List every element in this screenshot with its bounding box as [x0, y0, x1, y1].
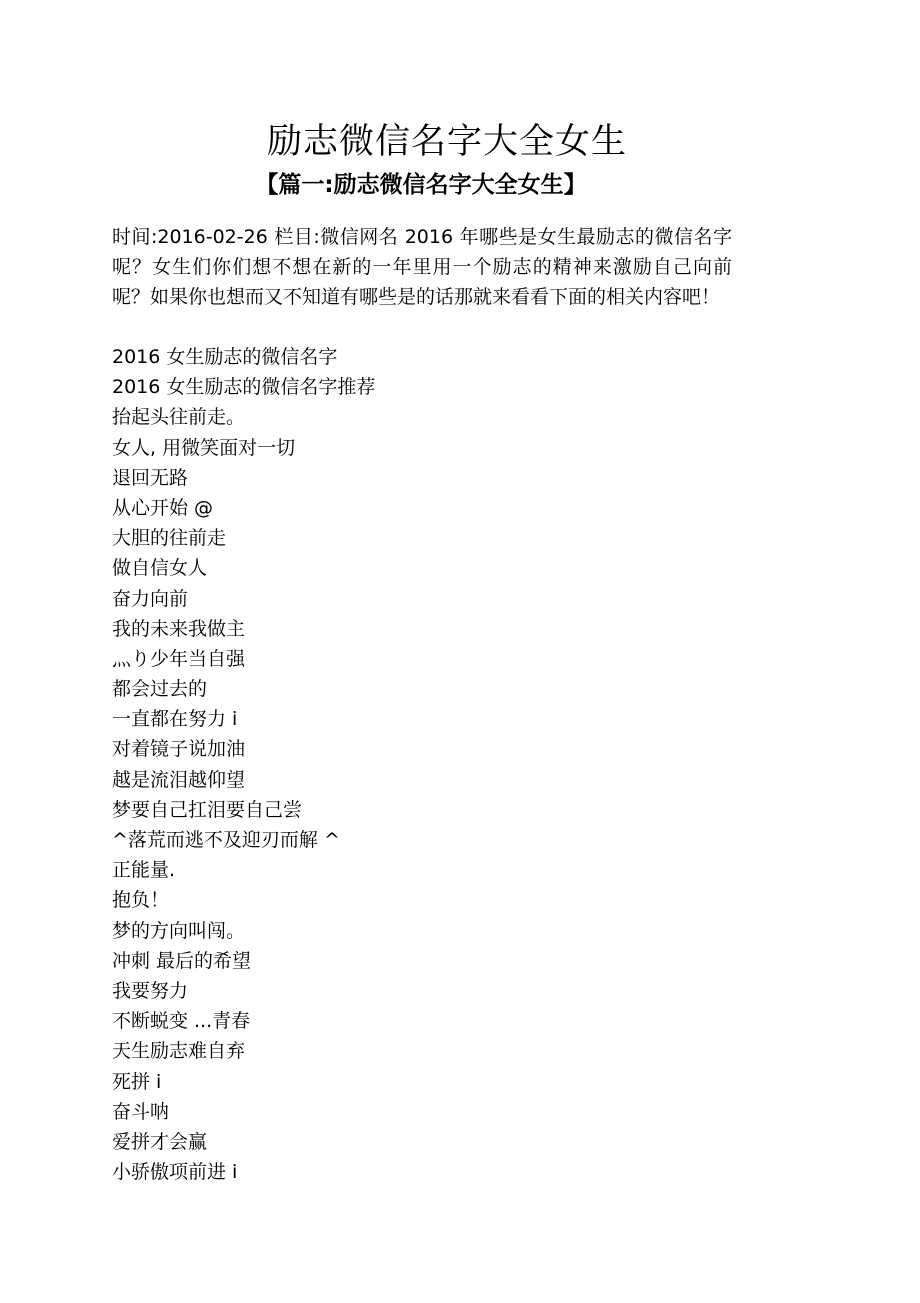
- list-item: 一直都在努力 i: [112, 708, 238, 731]
- list-item: 不断蜕变 ...青春: [112, 1010, 251, 1033]
- list-item: 死拼 i: [112, 1070, 162, 1093]
- list-item: 大胆的往前走: [112, 527, 227, 550]
- document-subtitle: 【篇一:励志微信名字大全女生】: [255, 172, 587, 198]
- list-item: 天生励志难自弃: [112, 1040, 246, 1063]
- list-item: 梦的方向叫闯。: [112, 919, 246, 942]
- name-list: [112, 342, 732, 1187]
- list-item: 灬り少年当自强: [112, 647, 246, 670]
- list-item: 冲刺 最后的希望: [112, 949, 252, 972]
- list-item: 奋力向前: [112, 587, 189, 610]
- list-item: 抱负！: [112, 889, 170, 912]
- intro-paragraph: 时间:2016-02-26 栏目:微信网名 2016 年哪些是女生最励志的微信名字呢？女生们你们想不想在新的一年里用一个励志的精神来激励自己向前呢？如果你也想而又不知道有哪些是的话那就来看看下面的相关内容吧！: [112, 226, 732, 309]
- list-item: 小骄傲项前进 i: [112, 1161, 238, 1184]
- document-title: 励志微信名字大全女生: [266, 122, 627, 162]
- list-item: 我要努力: [112, 979, 189, 1002]
- list-item: 抬起头往前走。: [112, 406, 246, 429]
- list-item: 越是流泪越仰望: [112, 768, 246, 791]
- list-item: 梦要自己扛泪要自己尝: [112, 798, 303, 821]
- list-item: 正能量.: [112, 859, 176, 882]
- list-item: 奋斗呐: [112, 1100, 170, 1123]
- list-item: 2016 女生励志的微信名字推荐: [112, 376, 376, 399]
- list-item: 爱拼才会赢: [112, 1130, 208, 1153]
- list-item: 退回无路: [112, 466, 189, 489]
- list-item: 对着镜子说加油: [112, 738, 246, 761]
- list-item: 从心开始 @: [112, 496, 214, 519]
- list-item: ^落荒而逃不及迎刃而解 ^: [112, 829, 340, 851]
- list-item: 我的未来我做主: [112, 617, 246, 640]
- list-item: 都会过去的: [112, 678, 208, 701]
- list-item: 女人, 用微笑面对一切: [112, 436, 296, 459]
- list-item: 做自信女人: [112, 557, 208, 580]
- list-item: 2016 女生励志的微信名字: [112, 346, 338, 368]
